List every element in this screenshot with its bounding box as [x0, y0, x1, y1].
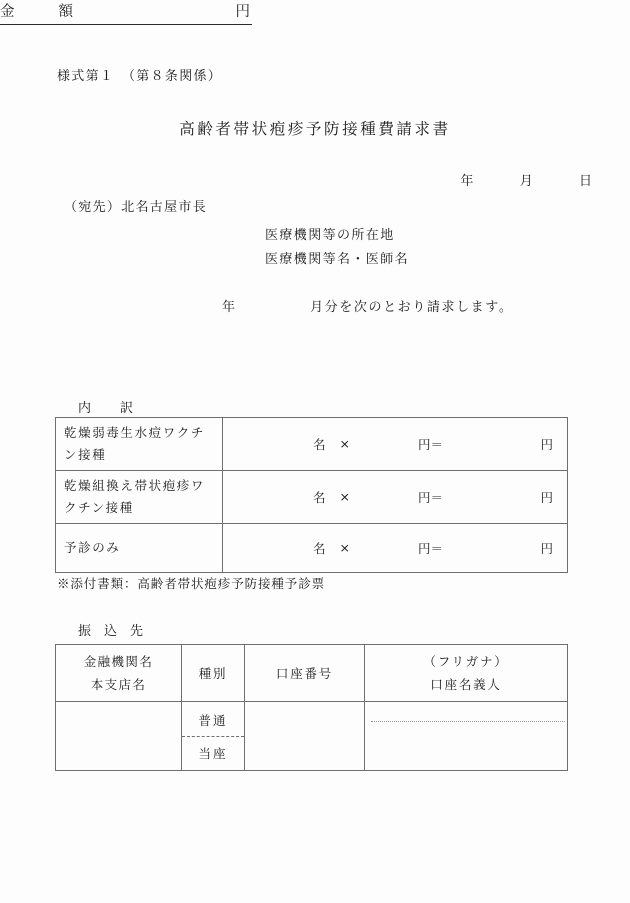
- account-type-selector[interactable]: [182, 702, 245, 771]
- breakdown-row-calculation[interactable]: [223, 470, 568, 523]
- account-type-option-current[interactable]: 当座: [198, 746, 228, 761]
- multiply-symbol: ×: [339, 436, 350, 452]
- price-unit-label: 円＝: [418, 540, 444, 556]
- breakdown-row-name: 乾燥弱毒生水痘ワクチン接種: [56, 418, 223, 471]
- addressee-line: （宛先）北名古屋市長: [64, 200, 208, 215]
- breakdown-row-calculation[interactable]: [223, 523, 568, 572]
- claim-year-label: 年: [222, 300, 237, 315]
- table-row: [56, 702, 568, 771]
- date-line: [460, 170, 592, 189]
- claim-statement-text: 月分を次のとおり請求します。: [310, 300, 514, 315]
- header-bank-name-line2: 本支店名: [90, 677, 147, 693]
- count-unit-label: 名: [313, 540, 326, 556]
- price-unit-label: 円＝: [418, 489, 444, 505]
- account-holder-input[interactable]: [365, 702, 568, 771]
- date-year-label: 年: [460, 174, 474, 189]
- institution-address-label: 医療機関等の所在地: [265, 228, 395, 243]
- breakdown-label: [78, 397, 134, 416]
- account-type-option-ordinary[interactable]: 普通: [182, 703, 244, 737]
- breakdown-label-text: 内 訳: [78, 401, 135, 416]
- header-account-holder: [365, 645, 568, 702]
- breakdown-row-calculation[interactable]: [223, 418, 568, 471]
- total-unit-label: 円: [540, 489, 553, 505]
- amount-label: 金 額: [0, 4, 78, 20]
- count-unit-label: 名: [313, 489, 326, 505]
- breakdown-table: [55, 417, 568, 573]
- table-row: [56, 470, 568, 523]
- price-unit-label: 円＝: [418, 436, 444, 452]
- total-unit-label: 円: [540, 540, 553, 556]
- count-unit-label: 名: [313, 436, 326, 452]
- transfer-label-text: 振 込 先: [78, 624, 144, 639]
- institution-name-label: 医療機関等名・医師名: [265, 252, 410, 267]
- account-number-input[interactable]: [245, 702, 365, 771]
- amount-field[interactable]: [0, 0, 252, 25]
- header-account-number: 口座番号: [245, 645, 365, 702]
- multiply-symbol: ×: [339, 489, 350, 505]
- header-bank-name-line1: 金融機関名: [83, 654, 154, 669]
- header-holder-furigana: （フリガナ）: [423, 654, 509, 669]
- breakdown-row-name: 乾燥組換え帯状疱疹ワクチン接種: [56, 470, 223, 523]
- header-account-type: 種別: [182, 645, 245, 702]
- breakdown-row-name: 予診のみ: [56, 523, 223, 572]
- page-title: 高齢者帯状疱疹予防接種費請求書: [179, 120, 451, 138]
- date-day-label: 日: [578, 174, 592, 189]
- bank-transfer-table: [55, 644, 568, 771]
- attachment-note: ※添付書類：高齢者帯状疱疹予防接種予診票: [57, 576, 326, 591]
- amount-unit-label: 円: [235, 4, 250, 20]
- table-row: [56, 523, 568, 572]
- header-holder-name: 口座名義人: [430, 677, 502, 693]
- header-bank-name: [56, 645, 182, 702]
- table-row: [56, 418, 568, 471]
- total-unit-label: 円: [540, 436, 553, 452]
- furigana-dotted-rule: [371, 721, 565, 722]
- multiply-symbol: ×: [339, 540, 350, 555]
- claim-statement: [222, 296, 513, 315]
- date-month-label: 月: [519, 174, 533, 189]
- transfer-label: [78, 620, 143, 639]
- bank-name-input[interactable]: [56, 702, 182, 771]
- form-number: 様式第１ （第８条関係）: [57, 69, 223, 84]
- table-header-row: [56, 645, 568, 702]
